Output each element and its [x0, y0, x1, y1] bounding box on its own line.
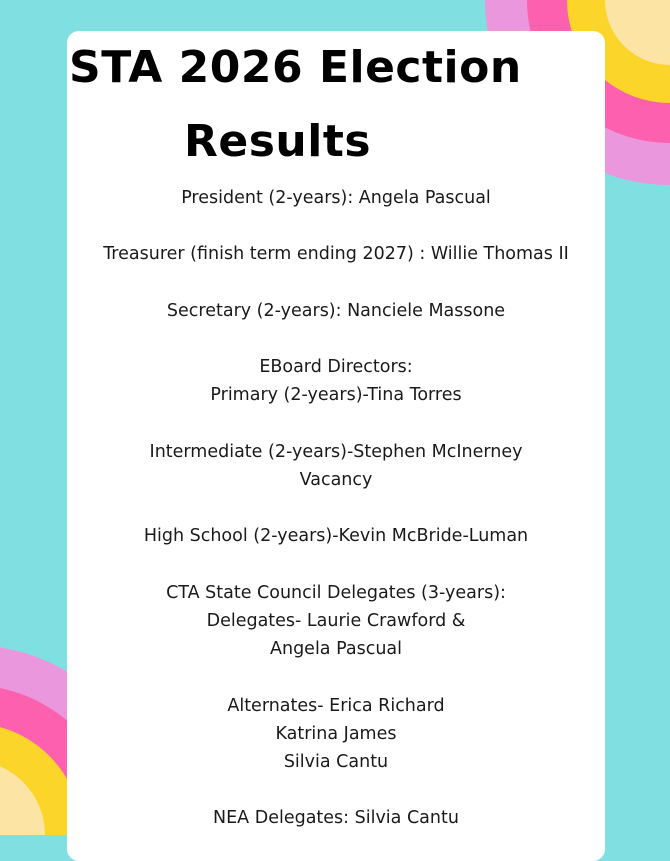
cta-alternates-line1: Alternates- Erica Richard — [227, 695, 445, 716]
eboard-section — [67, 353, 605, 409]
result-nea: NEA Delegates: Silvia Cantu — [213, 808, 459, 829]
result-treasurer: Treasurer (finish term ending 2027) : Willie Thomas II — [103, 244, 569, 265]
eboard-intermediate: Intermediate (2-years)-Stephen McInerney — [149, 441, 523, 462]
cta-delegates-line1: Delegates- Laurie Crawford & — [206, 610, 466, 631]
eboard-vacancy: Vacancy — [299, 469, 373, 490]
cta-section — [67, 579, 605, 664]
result-president: President (2-years): Angela Pascual — [181, 188, 491, 208]
result-secretary: Secretary (2-years): Nanciele Massone — [166, 300, 506, 321]
eboard-high-school: High School (2-years)-Kevin McBride-Luman — [143, 526, 529, 547]
cta-alternates — [67, 692, 605, 777]
eboard-intermediate-section — [67, 438, 605, 494]
cta-heading: CTA State Council Delegates (3-years): — [166, 582, 506, 603]
page-title-line2: Results — [184, 116, 372, 167]
cta-alternates-line2: Katrina James — [275, 723, 397, 744]
cta-alternates-line3: Silvia Cantu — [283, 751, 389, 772]
cta-delegates-line2: Angela Pascual — [270, 639, 402, 660]
eboard-heading: EBoard Directors: — [259, 357, 413, 378]
eboard-primary: Primary (2-years)-Tina Torres — [210, 385, 462, 406]
election-results — [67, 184, 605, 861]
page-title-line1: STA 2026 Election — [69, 42, 522, 93]
